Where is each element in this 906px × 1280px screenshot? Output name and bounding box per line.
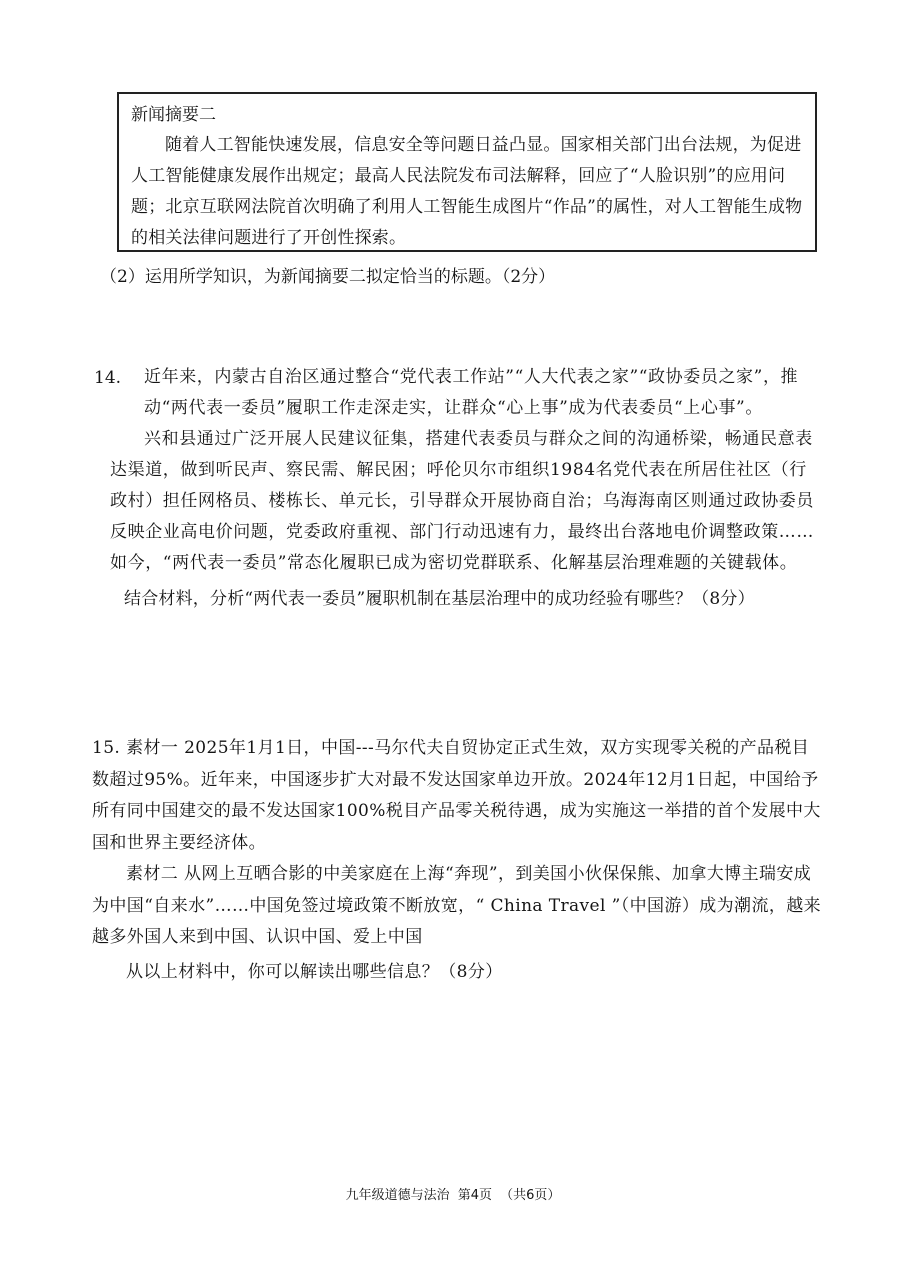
question-15-material-1-text: 素材一 2025年1月1日，中国---马尔代夫自贸协定正式生效，双方实现零关税的产品税目数超过95%。近年来，中国逐步扩大对最不发达国家单边开放。2024年12月1日起，中国给予所有同中国建交的最不发达国家100%税目产品零关税待遇，成为实施这一举措的首个发展中大国和世界主要经济体。: [92, 738, 821, 853]
question-14-prompt: 结合材料，分析“两代表一委员”履职机制在基层治理中的成功经验有哪些？（8分）: [124, 589, 755, 609]
footer-total-pages: （共6页）: [500, 1188, 561, 1203]
news-summary-box: [117, 92, 817, 252]
question-15-prompt: 从以上材料中，你可以解读出哪些信息？（8分）: [126, 961, 503, 982]
news-summary-text: 随着人工智能快速发展，信息安全等问题日益凸显。国家相关部门出台法规，为促进人工智能健康发展作出规定；最高人民法院发布司法解释，回应了“人脸识别”的应用问题；北京互联网法院首次明确了利用人工智能生成图片“作品”的属性，对人工智能生成物的相关法律问题进行了开创性探索。: [131, 135, 803, 248]
footer-subject: 九年级道德与法治: [345, 1188, 450, 1203]
page-footer: [0, 1184, 906, 1203]
question-14-number: 14.: [94, 368, 122, 388]
question-13-part-2: （2）运用所学知识，为新闻摘要二拟定恰当的标题。（2分）: [100, 267, 556, 287]
question-15-material-2: 素材二 从网上互晒合影的中美家庭在上海“奔现”，到美国小伙保保熊、加拿大博主瑞安成为中国“自来水”……中国免签过境政策不断放宽，“ China Travel ”（中国游）成为潮流，越来越多外国人来到中国、认识中国、爱上中国: [92, 864, 822, 947]
footer-page-number: 第4页: [457, 1188, 492, 1203]
question-15: [92, 733, 822, 988]
question-14-material: 兴和县通过广泛开展人民建议征集，搭建代表委员与群众之间的沟通桥梁，畅通民意表达渠道，做到听民声、察民需、解民困；呼伦贝尔市组织1984名党代表在所居住社区（行政村）担任网格员、楼栋长、单元长，引导群众开展协商自治；乌海海南区则通过政协委员反映企业高电价问题，党委政府重视、部门行动迅速有力，最终出台落地电价调整政策……如今，“两代表一委员”常态化履职已成为密切党群联系、化解基层治理难题的关键载体。: [110, 429, 814, 573]
question-15-material-1: [92, 733, 822, 859]
news-summary-title: 新闻摘要二: [131, 105, 216, 125]
question-14: [94, 362, 824, 615]
question-15-number: 15.: [92, 738, 121, 758]
question-14-intro: 近年来，内蒙古自治区通过整合“党代表工作站”“人大代表之家”“政协委员之家”，推动“两代表一委员”履职工作走深走实，让群众“心上事”成为代表委员“上心事”。: [144, 367, 799, 418]
